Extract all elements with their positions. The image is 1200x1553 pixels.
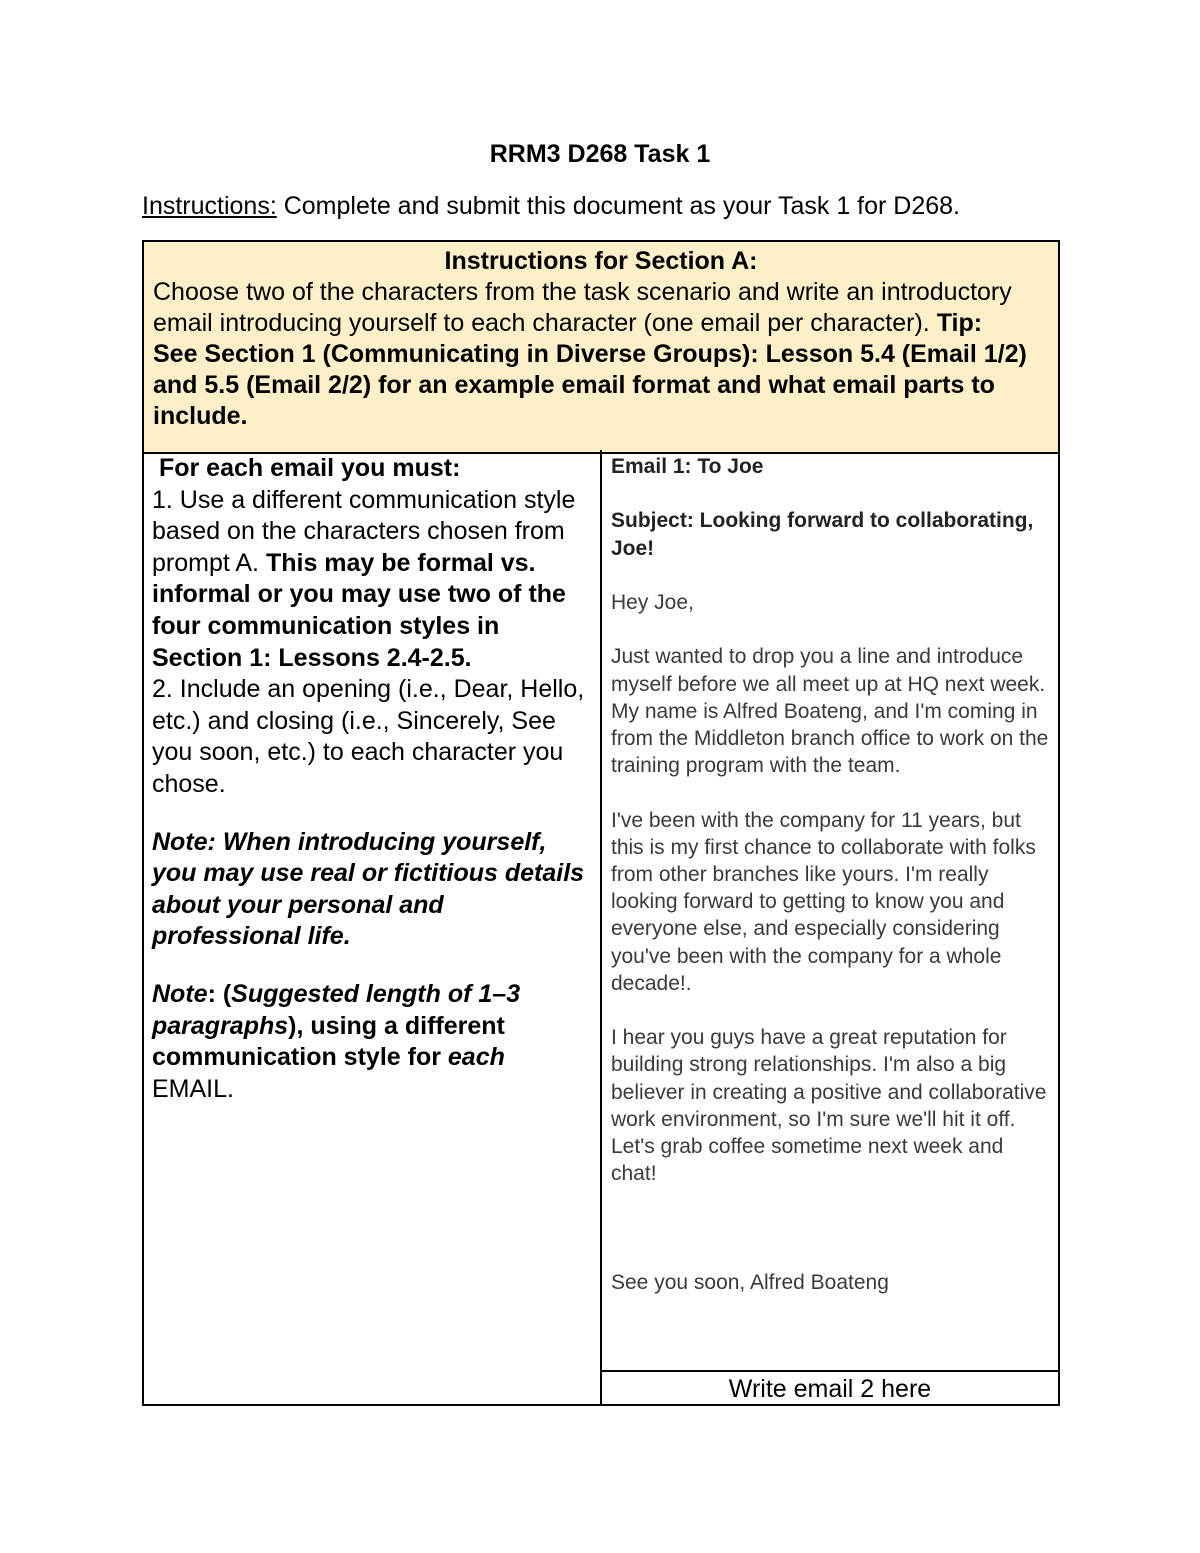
requirement-item-1-bold: This may be formal vs. informal or you may use two of the four communication styles in Section 1: Lessons 2.4-2.5. xyxy=(152,548,566,672)
email-1-paragraph-3: I hear you guys have a great reputation for building strong relationships. I'm also a big believer in creating a positive and collaborative work environment, so I'm sure we'll hit it off. Let's grab coffee sometime next week and chat! xyxy=(611,1026,1047,1186)
note-label: Note xyxy=(152,979,208,1008)
email-2-cell[interactable]: Write email 2 here xyxy=(600,1372,1060,1406)
note-personal-details: Note: When introducing yourself, you may use real or fictitious details about your personal and professional life. xyxy=(152,827,585,951)
note-paren-open: : ( xyxy=(207,979,232,1008)
section-a-tip: Tip: See Section 1 (Communicating in Diverse Groups): Lesson 5.4 (Email 1/2) and 5.5 (Email 2/2) for an example email format and what email parts to include. xyxy=(153,309,1027,430)
note-suggested-length xyxy=(152,979,592,1074)
email-1-closing: See you soon, Alfred Boateng xyxy=(611,1270,889,1294)
requirements-text xyxy=(152,453,592,1105)
instructions-label: Instructions: xyxy=(142,192,277,220)
document-title: RRM3 D268 Task 1 xyxy=(489,140,711,168)
requirements-heading: For each email you must: xyxy=(152,454,461,482)
instructions-text: Complete and submit this document as your Task 1 for D268. xyxy=(276,192,960,220)
note-length: Suggested length of 1–3 paragraphs xyxy=(152,979,521,1040)
section-a-body xyxy=(153,277,1033,432)
requirement-item-2: 2. Include an opening (i.e., Dear, Hello, etc.) and closing (i.e., Sincerely, See you soon, etc.) to each character you chose. xyxy=(152,675,585,798)
requirement-item-1-plain: 1. Use a different communication style based on the characters chosen from prompt A. xyxy=(152,485,576,577)
note-email-word: EMAIL. xyxy=(152,1074,234,1103)
email-1-paragraph-2: I've been with the company for 11 years, but this is my first chance to collaborate with folks from other branches like yours. I'm really looking forward to getting to know you and everyone else, and especially considering you've been with the company for a whole decade!. xyxy=(611,808,1036,995)
instructions-line xyxy=(142,192,960,221)
section-a-body-plain: Choose two of the characters from the task scenario and write an introductory email introducing yourself to each character (one email per character). xyxy=(153,278,1012,337)
section-a-instructions-box xyxy=(142,240,1060,454)
note-style: ), using a different communication style for xyxy=(152,1011,505,1072)
email-1-greeting: Hey Joe, xyxy=(611,590,694,614)
note-each: each xyxy=(447,1043,505,1072)
email-1-label: Email 1: To Joe xyxy=(611,455,764,478)
email-1-paragraph-1: Just wanted to drop you a line and introduce myself before we all meet up at HQ next week. My name is Alfred Boateng, and I'm coming in from the Middleton branch office to work on the training program with the team. xyxy=(611,645,1049,778)
requirement-item-1 xyxy=(152,485,592,675)
section-a-heading: Instructions for Section A: xyxy=(444,247,758,275)
email-1-content xyxy=(611,453,1051,1296)
email-1-subject: Subject: Looking forward to collaborating, Joe! xyxy=(611,509,1034,560)
